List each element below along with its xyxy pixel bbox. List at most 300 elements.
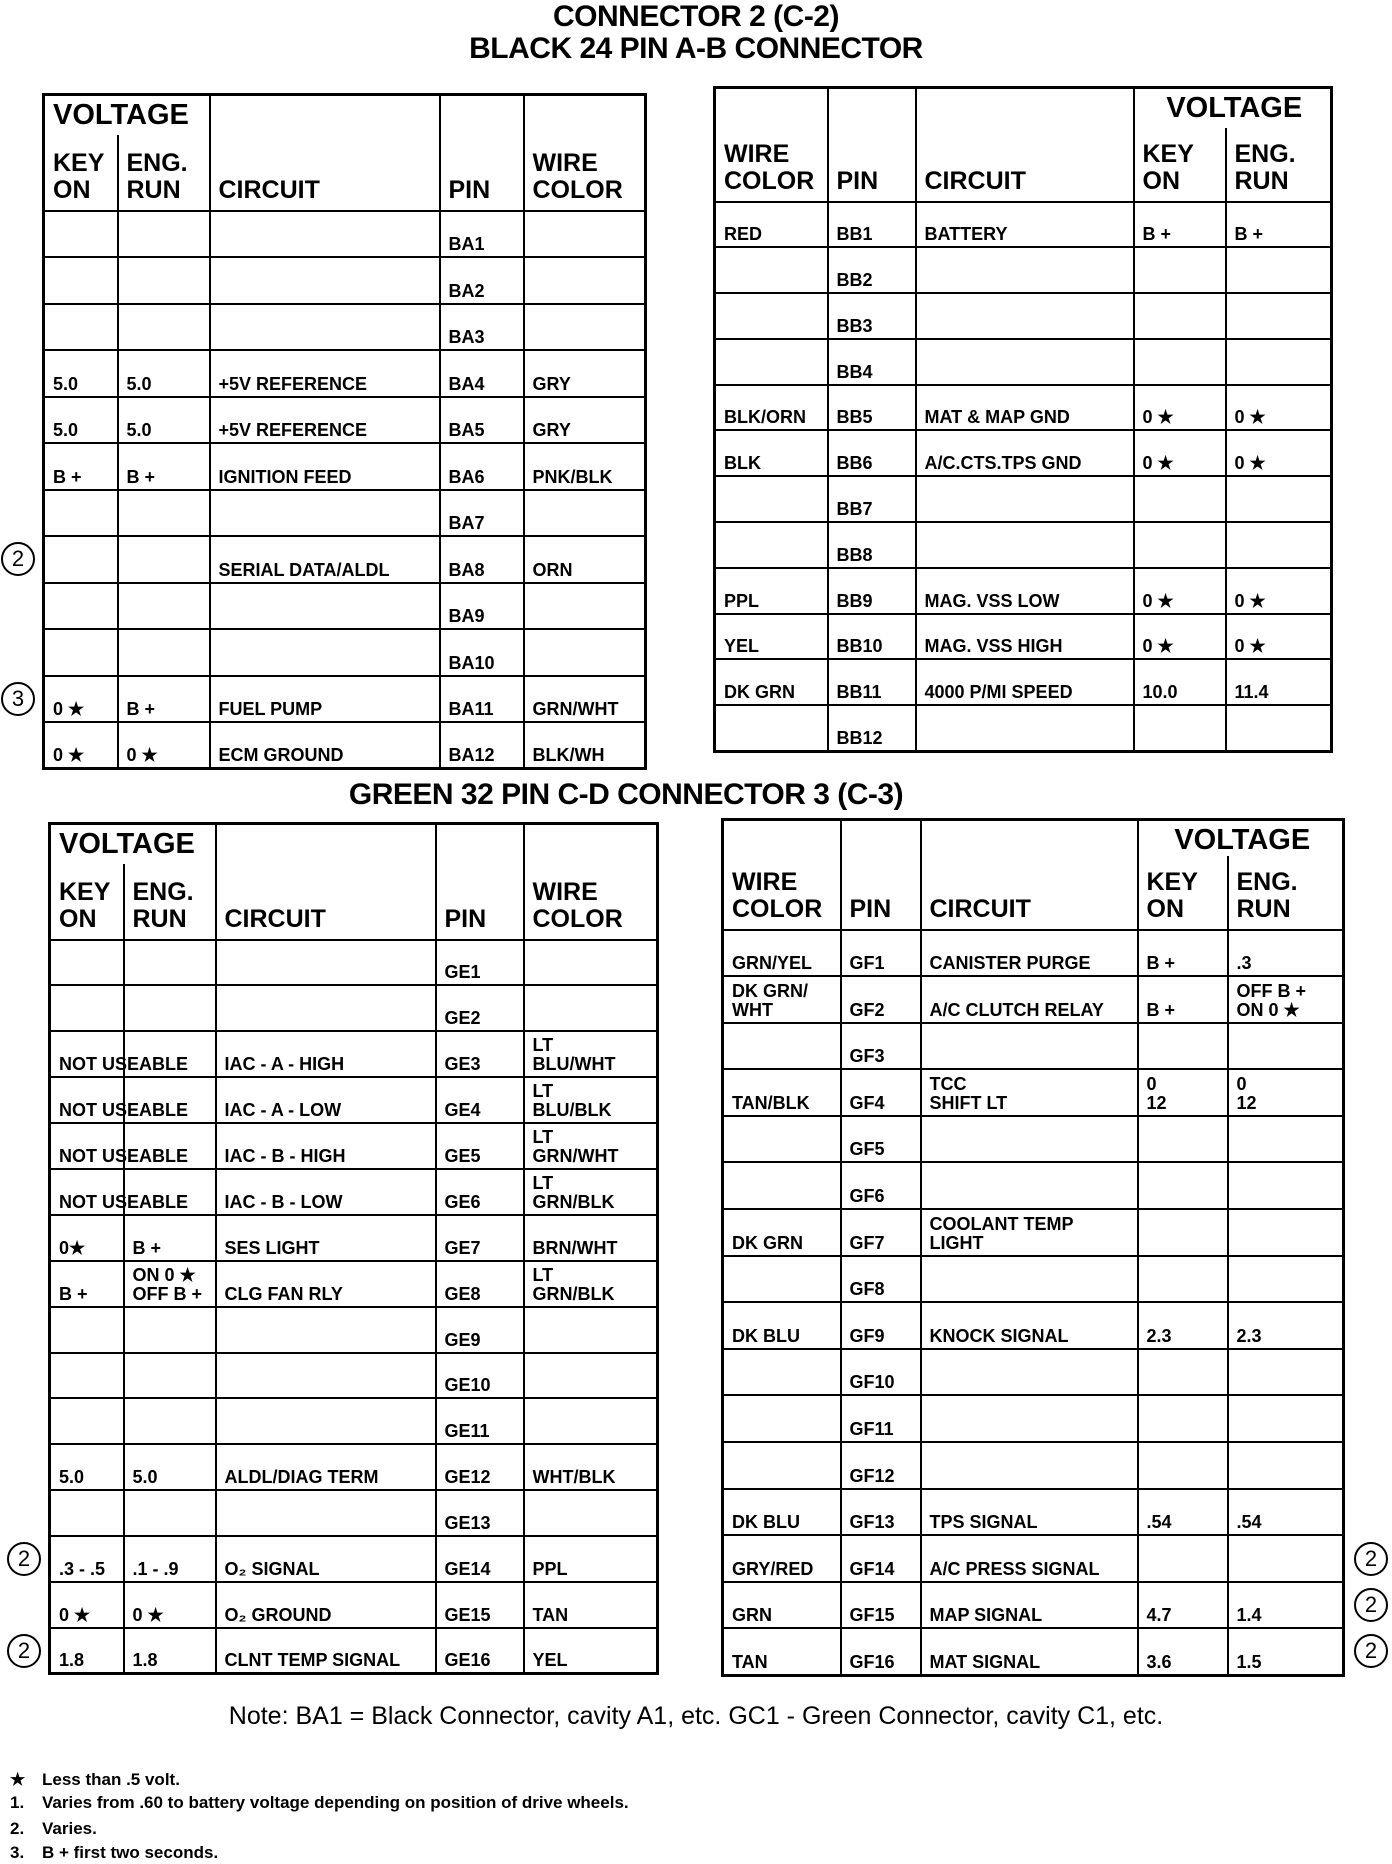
circuit-name — [216, 985, 436, 1031]
pin-id: BA3 — [440, 304, 524, 351]
key-on-voltage — [44, 211, 118, 258]
circuit-header: CIRCUIT — [921, 820, 1138, 930]
eng-run-voltage — [118, 304, 210, 351]
table-row — [723, 1069, 1344, 1116]
wire-color — [715, 522, 828, 568]
eng-run-voltage: 0 ★ — [124, 1582, 216, 1628]
pin-id: GF3 — [841, 1023, 921, 1070]
pin-id: GF10 — [841, 1349, 921, 1396]
table-row — [44, 629, 646, 676]
circuit-name: MAP SIGNAL — [921, 1582, 1138, 1629]
circuit-name — [921, 1395, 1138, 1442]
eng-run-voltage — [1228, 1442, 1344, 1489]
table-row — [50, 1169, 658, 1215]
table-row — [50, 1031, 658, 1077]
table-row — [723, 1395, 1344, 1442]
eng-run-voltage: 0 ★ — [1226, 614, 1332, 660]
pin-id: GE13 — [436, 1490, 524, 1536]
key-on-voltage — [1138, 1395, 1228, 1442]
circuit-name: CLG FAN RLY — [216, 1261, 436, 1307]
table-row — [44, 536, 646, 583]
table-row — [715, 659, 1332, 705]
key-on-voltage: NOT USEABLE — [50, 1169, 124, 1215]
pin-header: PIN — [841, 820, 921, 930]
circled-note-marker: 2 — [1354, 1588, 1388, 1622]
pin-id: GF7 — [841, 1209, 921, 1256]
circuit-name: FUEL PUMP — [210, 676, 440, 723]
eng-run-voltage — [1228, 1349, 1344, 1396]
wire-color — [524, 257, 646, 304]
wire-color — [524, 985, 658, 1031]
table-row — [50, 985, 658, 1031]
pin-id: BA10 — [440, 629, 524, 676]
eng-run-voltage: .3 — [1228, 930, 1344, 977]
table-row — [50, 1215, 658, 1261]
wire-color — [723, 1023, 841, 1070]
wire-color — [524, 940, 658, 986]
circuit-name — [916, 522, 1134, 568]
circled-note-marker: 2 — [1, 542, 35, 576]
wire-color — [524, 583, 646, 630]
header-row — [715, 88, 1332, 128]
circuit-name: KNOCK SIGNAL — [921, 1302, 1138, 1349]
circuit-name — [921, 1162, 1138, 1209]
table-row — [723, 1256, 1344, 1303]
circuit-name — [216, 1490, 436, 1536]
wire-color: DK GRN/ WHT — [723, 976, 841, 1023]
pin-id: BA4 — [440, 350, 524, 397]
wire-color: DK GRN — [715, 659, 828, 705]
key-on-voltage — [1134, 522, 1226, 568]
pin-id: GF5 — [841, 1116, 921, 1163]
circuit-name: A/C.CTS.TPS GND — [916, 430, 1134, 476]
circuit-name: IGNITION FEED — [210, 443, 440, 490]
header-row — [44, 95, 646, 135]
pin-id: GE3 — [436, 1031, 524, 1077]
table-row — [715, 430, 1332, 476]
wire-color — [524, 211, 646, 258]
pin-id: GE2 — [436, 985, 524, 1031]
pin-id: GE12 — [436, 1444, 524, 1490]
circuit-name — [916, 705, 1134, 751]
pin-id: BA2 — [440, 257, 524, 304]
circled-note-marker: 2 — [7, 1634, 41, 1668]
circuit-name — [921, 1442, 1138, 1489]
table-row — [44, 397, 646, 444]
footnote-mark: 2. — [10, 1819, 25, 1838]
eng-run-voltage — [118, 536, 210, 583]
footnote-text: Varies. — [42, 1819, 97, 1838]
circuit-name: CLNT TEMP SIGNAL — [216, 1628, 436, 1674]
circuit-name — [916, 293, 1134, 339]
eng-run-voltage — [1226, 476, 1332, 522]
pin-id: BB4 — [828, 339, 916, 385]
pin-id: GE15 — [436, 1582, 524, 1628]
table-row — [44, 722, 646, 769]
pin-id: BA12 — [440, 722, 524, 769]
key-on-voltage — [44, 304, 118, 351]
eng-run-voltage: 5.0 — [124, 1444, 216, 1490]
circuit-name: IAC - A - HIGH — [216, 1031, 436, 1077]
pin-id: BB3 — [828, 293, 916, 339]
eng-run-voltage — [1226, 247, 1332, 293]
eng-run-header: ENG. RUN — [118, 135, 210, 211]
black-connector-ba-table — [11, 93, 647, 770]
circuit-name: MAG. VSS HIGH — [916, 614, 1134, 660]
eng-run-voltage: B + — [118, 676, 210, 723]
key-on-voltage: 0★ — [50, 1215, 124, 1261]
wire-color — [723, 1162, 841, 1209]
circuit-name: SERIAL DATA/ALDL — [210, 536, 440, 583]
circuit-name — [916, 247, 1134, 293]
table-row — [44, 350, 646, 397]
eng-run-voltage — [1228, 1116, 1344, 1163]
key-on-voltage: NOT USEABLE — [50, 1077, 124, 1123]
table-row — [723, 1302, 1344, 1349]
circuit-header: CIRCUIT — [210, 95, 440, 211]
wire-color: LT GRN/BLK — [524, 1261, 658, 1307]
table-row — [723, 1582, 1344, 1629]
key-on-voltage: .3 - .5 2 — [50, 1536, 124, 1582]
wire-color: PPL — [715, 568, 828, 614]
wire-color — [715, 247, 828, 293]
wire-color: WHT/BLK — [524, 1444, 658, 1490]
wire-color: BLK/WH — [524, 722, 646, 769]
table-row — [50, 1536, 658, 1582]
key-on-voltage — [50, 985, 124, 1031]
pin-id: GE7 — [436, 1215, 524, 1261]
key-on-voltage — [1138, 1162, 1228, 1209]
green-connector-title: GREEN 32 PIN C-D CONNECTOR 3 (C-3) — [348, 778, 904, 811]
pin-id: GE10 — [436, 1353, 524, 1399]
eng-run-voltage — [1226, 293, 1332, 339]
wire-color — [723, 1442, 841, 1489]
key-on-voltage — [50, 1490, 124, 1536]
table-row — [715, 522, 1332, 568]
eng-run-voltage: 1.4 2 — [1228, 1582, 1344, 1629]
pin-id: BB6 — [828, 430, 916, 476]
table-row — [44, 490, 646, 537]
key-on-header: KEY ON — [1134, 128, 1226, 202]
table-row — [44, 211, 646, 258]
circuit-name — [921, 1349, 1138, 1396]
pin-header: PIN — [440, 95, 524, 211]
key-on-voltage — [50, 940, 124, 986]
wire-color: BRN/WHT — [524, 1215, 658, 1261]
key-on-voltage: 2.3 — [1138, 1302, 1228, 1349]
pin-id: GF12 — [841, 1442, 921, 1489]
key-on-voltage — [44, 583, 118, 630]
header-row — [723, 820, 1344, 856]
eng-run-voltage — [118, 490, 210, 537]
black-connector-bb-table — [713, 86, 1333, 753]
black-connector-title: BLACK 24 PIN A-B CONNECTOR — [469, 32, 923, 65]
eng-run-voltage: 11.4 — [1226, 659, 1332, 705]
key-on-voltage — [44, 257, 118, 304]
key-on-voltage: NOT USEABLE — [50, 1031, 124, 1077]
key-on-voltage: 10.0 — [1134, 659, 1226, 705]
pin-id: GE14 — [436, 1536, 524, 1582]
eng-run-voltage: 2.3 — [1228, 1302, 1344, 1349]
eng-run-voltage: 1.5 2 — [1228, 1628, 1344, 1675]
circuit-name: TPS SIGNAL — [921, 1489, 1138, 1536]
key-on-voltage: 3.6 — [1138, 1628, 1228, 1675]
key-on-voltage: B + — [44, 443, 118, 490]
eng-run-voltage — [124, 1169, 216, 1215]
circuit-name: MAG. VSS LOW — [916, 568, 1134, 614]
footnote-mark: 3. — [10, 1843, 25, 1862]
eng-run-voltage — [124, 940, 216, 986]
table-row — [715, 568, 1332, 614]
pin-id: BB9 — [828, 568, 916, 614]
wire-color: PNK/BLK — [524, 443, 646, 490]
key-on-header: KEY ON — [1138, 856, 1228, 930]
eng-run-voltage — [124, 985, 216, 1031]
table-row — [715, 293, 1332, 339]
green-connector-gf-table — [721, 818, 1378, 1677]
pin-id: BA1 — [440, 211, 524, 258]
wire-color: YEL — [524, 1628, 658, 1674]
table-row — [50, 1307, 658, 1353]
eng-run-voltage — [124, 1398, 216, 1444]
table-row — [715, 385, 1332, 431]
pin-id: BB12 — [828, 705, 916, 751]
wire-color: GRN/WHT — [524, 676, 646, 723]
pin-id: GE11 — [436, 1398, 524, 1444]
key-on-voltage — [11, 536, 118, 583]
pin-id: BB8 — [828, 522, 916, 568]
eng-run-voltage — [118, 629, 210, 676]
eng-run-voltage — [118, 257, 210, 304]
wire-color: LT GRN/WHT — [524, 1123, 658, 1169]
pin-id: GF11 — [841, 1395, 921, 1442]
table-row — [44, 257, 646, 304]
footnote — [10, 1819, 97, 1839]
pin-header: PIN — [828, 88, 916, 202]
wire-color — [524, 490, 646, 537]
circuit-name — [216, 1307, 436, 1353]
wire-color — [715, 476, 828, 522]
circled-note-marker: 2 — [1354, 1634, 1388, 1668]
eng-run-voltage — [1228, 1162, 1344, 1209]
circuit-name: MAT & MAP GND — [916, 385, 1134, 431]
key-on-voltage — [1134, 705, 1226, 751]
pin-id: BA9 — [440, 583, 524, 630]
footnote-text: Less than .5 volt. — [42, 1770, 180, 1789]
wire-color — [524, 1353, 658, 1399]
circuit-name: +5V REFERENCE — [210, 350, 440, 397]
eng-run-voltage — [124, 1353, 216, 1399]
eng-run-voltage: OFF B + ON 0 ★ — [1228, 976, 1344, 1023]
key-on-voltage — [1138, 1023, 1228, 1070]
wire-color: DK BLU — [723, 1489, 841, 1536]
eng-run-voltage: 0 ★ — [1226, 430, 1332, 476]
eng-run-voltage — [1228, 1023, 1344, 1070]
table-row — [50, 1353, 658, 1399]
pin-id: BB7 — [828, 476, 916, 522]
table-row — [723, 1489, 1344, 1536]
wire-color — [524, 629, 646, 676]
circuit-name: SES LIGHT — [216, 1215, 436, 1261]
wire-color: PPL — [524, 1536, 658, 1582]
key-on-voltage — [1138, 1535, 1228, 1582]
table-row — [715, 339, 1332, 385]
footnote-mark: ★ — [10, 1770, 26, 1789]
circuit-name: TCC SHIFT LT — [921, 1069, 1138, 1116]
pin-id: BA6 — [440, 443, 524, 490]
circuit-name: 4000 P/MI SPEED — [916, 659, 1134, 705]
footnote-text: B + first two seconds. — [42, 1843, 219, 1862]
table-row — [715, 476, 1332, 522]
key-on-voltage: .54 — [1138, 1489, 1228, 1536]
key-on-voltage — [50, 1353, 124, 1399]
pin-id: GF1 — [841, 930, 921, 977]
eng-run-voltage — [1228, 1256, 1344, 1303]
wire-color: ORN — [524, 536, 646, 583]
voltage-header: VOLTAGE — [1134, 88, 1332, 128]
key-on-voltage — [1134, 339, 1226, 385]
table-row — [44, 304, 646, 351]
key-on-voltage: 0 ★ — [1134, 385, 1226, 431]
circled-note-marker: 2 — [1354, 1542, 1388, 1576]
eng-run-header: ENG. RUN — [124, 864, 216, 940]
eng-run-voltage: 5.0 — [118, 397, 210, 444]
key-on-voltage: 4.7 — [1138, 1582, 1228, 1629]
green-connector-ge-table — [17, 822, 659, 1675]
table-row — [723, 1023, 1344, 1070]
table-row — [715, 614, 1332, 660]
eng-run-voltage: .54 — [1228, 1489, 1344, 1536]
key-on-voltage: 0 ★ — [1134, 614, 1226, 660]
circuit-name — [921, 1023, 1138, 1070]
eng-run-voltage: 0 ★ — [1226, 385, 1332, 431]
footnote — [10, 1770, 180, 1790]
key-on-voltage: 0 ★ — [44, 722, 118, 769]
eng-run-voltage — [1228, 1395, 1344, 1442]
eng-run-voltage: ON 0 ★ OFF B + — [124, 1261, 216, 1307]
circled-note-marker: 2 — [7, 1542, 41, 1576]
wire-color — [524, 1490, 658, 1536]
table-row — [723, 1442, 1344, 1489]
key-on-voltage — [1138, 1349, 1228, 1396]
eng-run-voltage — [1228, 1209, 1344, 1256]
table-row — [723, 1209, 1344, 1256]
wire-color-header: WIRE COLOR — [715, 88, 828, 202]
circuit-name: IAC - A - LOW — [216, 1077, 436, 1123]
eng-run-voltage — [1226, 339, 1332, 385]
wire-color: GRY — [524, 350, 646, 397]
wire-color-header: WIRE COLOR — [524, 95, 646, 211]
wire-color — [715, 705, 828, 751]
circuit-name: ECM GROUND — [210, 722, 440, 769]
pin-id: GE1 — [436, 940, 524, 986]
voltage-header: VOLTAGE — [44, 95, 210, 135]
pin-id: GF9 — [841, 1302, 921, 1349]
pin-id: GF2 — [841, 976, 921, 1023]
wire-color — [723, 1395, 841, 1442]
connector-note: Note: BA1 = Black Connector, cavity A1, etc. GC1 - Green Connector, cavity C1, etc. — [228, 1702, 1164, 1730]
key-on-voltage — [1138, 1209, 1228, 1256]
wire-color — [524, 1307, 658, 1353]
wire-color: RED — [715, 202, 828, 248]
circuit-name — [216, 1398, 436, 1444]
eng-run-voltage — [1226, 522, 1332, 568]
pin-id: BB2 — [828, 247, 916, 293]
circuit-name — [210, 583, 440, 630]
table-row — [50, 1628, 658, 1674]
key-on-voltage: 0 ★ — [1134, 430, 1226, 476]
pin-id: BB5 — [828, 385, 916, 431]
circuit-name: MAT SIGNAL — [921, 1628, 1138, 1675]
table-row — [50, 1261, 658, 1307]
circuit-name: COOLANT TEMP LIGHT — [921, 1209, 1138, 1256]
table-row — [723, 1628, 1344, 1675]
eng-run-voltage — [118, 583, 210, 630]
pin-id: BB10 — [828, 614, 916, 660]
footnote-mark: 1. — [10, 1793, 25, 1812]
wire-color: GRN — [723, 1582, 841, 1629]
wire-color: LT GRN/BLK — [524, 1169, 658, 1215]
key-on-voltage: 0 12 — [1138, 1069, 1228, 1116]
wire-color: TAN/BLK — [723, 1069, 841, 1116]
table-row — [723, 1162, 1344, 1209]
footnote — [10, 1793, 629, 1813]
key-on-voltage: B + — [1134, 202, 1226, 248]
pin-id: BA7 — [440, 490, 524, 537]
pin-id: GF16 — [841, 1628, 921, 1675]
key-on-voltage — [1134, 293, 1226, 339]
pin-header: PIN — [436, 824, 524, 940]
eng-run-voltage — [1228, 1535, 1378, 1582]
circuit-name: A/C CLUTCH RELAY — [921, 976, 1138, 1023]
eng-run-voltage: B + — [118, 443, 210, 490]
eng-run-voltage — [1226, 705, 1332, 751]
circuit-name — [216, 940, 436, 986]
connector-2-title: CONNECTOR 2 (C-2) — [553, 0, 839, 33]
key-on-header: KEY ON — [44, 135, 118, 211]
eng-run-voltage: B + — [124, 1215, 216, 1261]
key-on-voltage: 5.0 — [50, 1444, 124, 1490]
eng-run-voltage — [124, 1123, 216, 1169]
key-on-voltage: B + — [1138, 976, 1228, 1023]
circuit-name — [210, 629, 440, 676]
voltage-header: VOLTAGE — [50, 824, 216, 864]
wire-color: DK BLU — [723, 1302, 841, 1349]
circuit-name — [916, 476, 1134, 522]
key-on-voltage — [50, 1307, 124, 1353]
pin-id: BA5 — [440, 397, 524, 444]
circuit-header: CIRCUIT — [916, 88, 1134, 202]
circuit-header: CIRCUIT — [216, 824, 436, 940]
circuit-name — [216, 1353, 436, 1399]
circuit-name: BATTERY — [916, 202, 1134, 248]
pin-id: GF8 — [841, 1256, 921, 1303]
circuit-name — [921, 1256, 1138, 1303]
key-on-voltage: B + — [50, 1261, 124, 1307]
eng-run-voltage: .1 - .9 — [124, 1536, 216, 1582]
wire-color: TAN — [524, 1582, 658, 1628]
circuit-name: O₂ SIGNAL — [216, 1536, 436, 1582]
circuit-name — [210, 304, 440, 351]
circuit-name: ALDL/DIAG TERM — [216, 1444, 436, 1490]
table-row — [50, 940, 658, 986]
circuit-name — [210, 211, 440, 258]
pin-id: GE6 — [436, 1169, 524, 1215]
wire-color-header: WIRE COLOR — [524, 824, 658, 940]
eng-run-voltage — [124, 1307, 216, 1353]
table-row — [723, 1535, 1344, 1582]
wire-color-header: WIRE COLOR — [723, 820, 841, 930]
